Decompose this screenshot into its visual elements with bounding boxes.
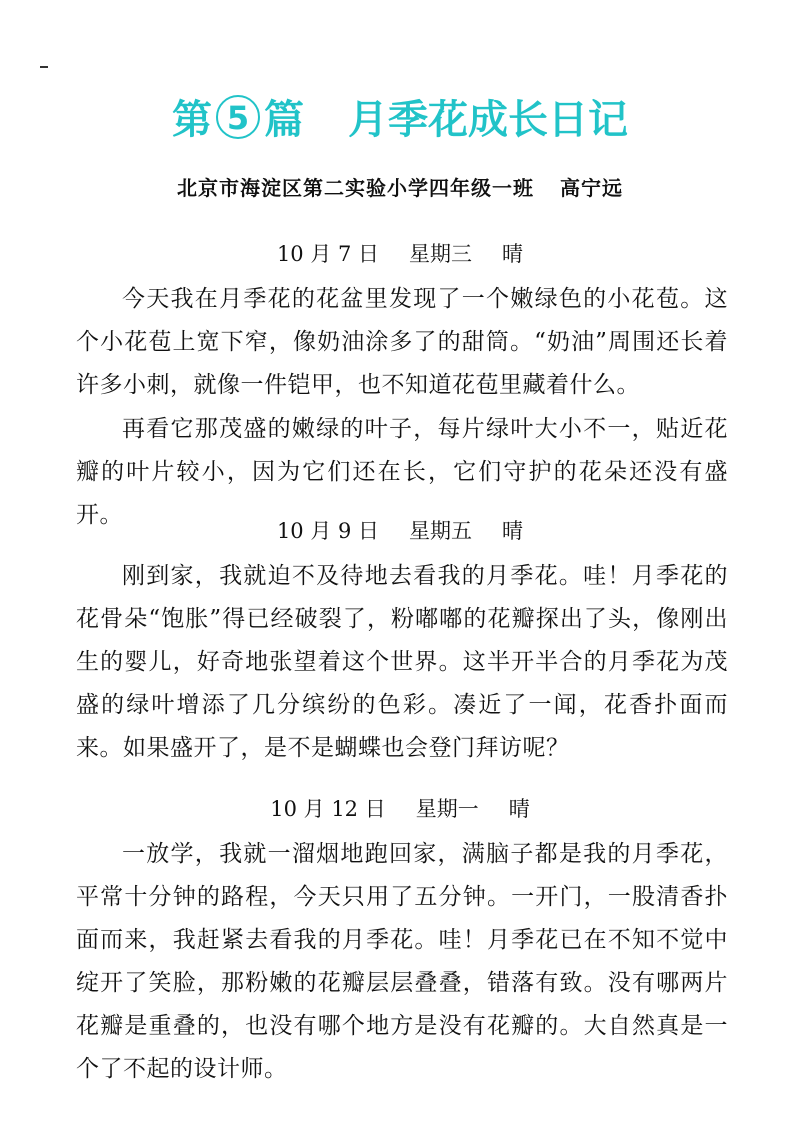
article-title — [0, 92, 800, 148]
title-number-badge: 5 — [216, 95, 260, 139]
byline-school: 北京市海淀区第二实验小学四年级一班 — [177, 176, 534, 200]
title-prefix: 第 — [172, 97, 212, 143]
entry-paragraph: 今天我在月季花的花盆里发现了一个嫩绿色的小花苞。这个小花苞上宽下窄，像奶油涂多了的甜筒。“奶油”周围还长着许多小刺，就像一件铠甲，也不知道花苞里藏着什么。 — [76, 286, 728, 398]
title-suffix: 篇 — [264, 97, 304, 143]
entry-paragraph: 一放学，我就一溜烟地跑回家，满脑子都是我的月季花，平常十分钟的路程，今天只用了五分钟。一开门，一股清香扑面而来，我赶紧去看我的月季花。哇！月季花已在不知不觉中绽开了笑脸，那粉嫩的花瓣层层叠叠，错落有致。没有哪两片花瓣是重叠的，也没有哪个地方是没有花瓣的。大自然真是一个了不起的设计师。 — [76, 841, 728, 1082]
entry-date: 10 月 12 日 — [270, 797, 386, 821]
entry-date-heading — [0, 238, 800, 270]
entry-date: 10 月 7 日 — [276, 242, 380, 266]
entry-weather: 晴 — [508, 797, 530, 821]
entry-date-heading — [0, 793, 800, 825]
entry-weather: 晴 — [502, 242, 524, 266]
title-text: 月季花成长日记 — [348, 97, 628, 143]
byline — [0, 172, 800, 204]
page-mark — [40, 66, 48, 68]
entry-date: 10 月 9 日 — [276, 519, 380, 543]
entry-date-heading — [0, 515, 800, 547]
entry-weekday: 星期五 — [409, 519, 473, 543]
entry-weekday: 星期一 — [415, 797, 479, 821]
entry-weather: 晴 — [502, 519, 524, 543]
entry-paragraph: 刚到家，我就迫不及待地去看我的月季花。哇！月季花的花骨朵“饱胀”得已经破裂了，粉嘟嘟的花瓣探出了头，像刚出生的婴儿，好奇地张望着这个世界。这半开半合的月季花为茂盛的绿叶增添了几分缤纷的色彩。凑近了一闻，花香扑面而来。如果盛开了，是不是蝴蝶也会登门拜访呢？ — [76, 563, 728, 761]
byline-author: 高宁远 — [560, 176, 623, 200]
entry-paragraph: 再看它那茂盛的嫩绿的叶子，每片绿叶大小不一，贴近花瓣的叶片较小，因为它们还在长，它们守护的花朵还没有盛开。 — [76, 416, 728, 528]
entry-weekday: 星期三 — [409, 242, 473, 266]
